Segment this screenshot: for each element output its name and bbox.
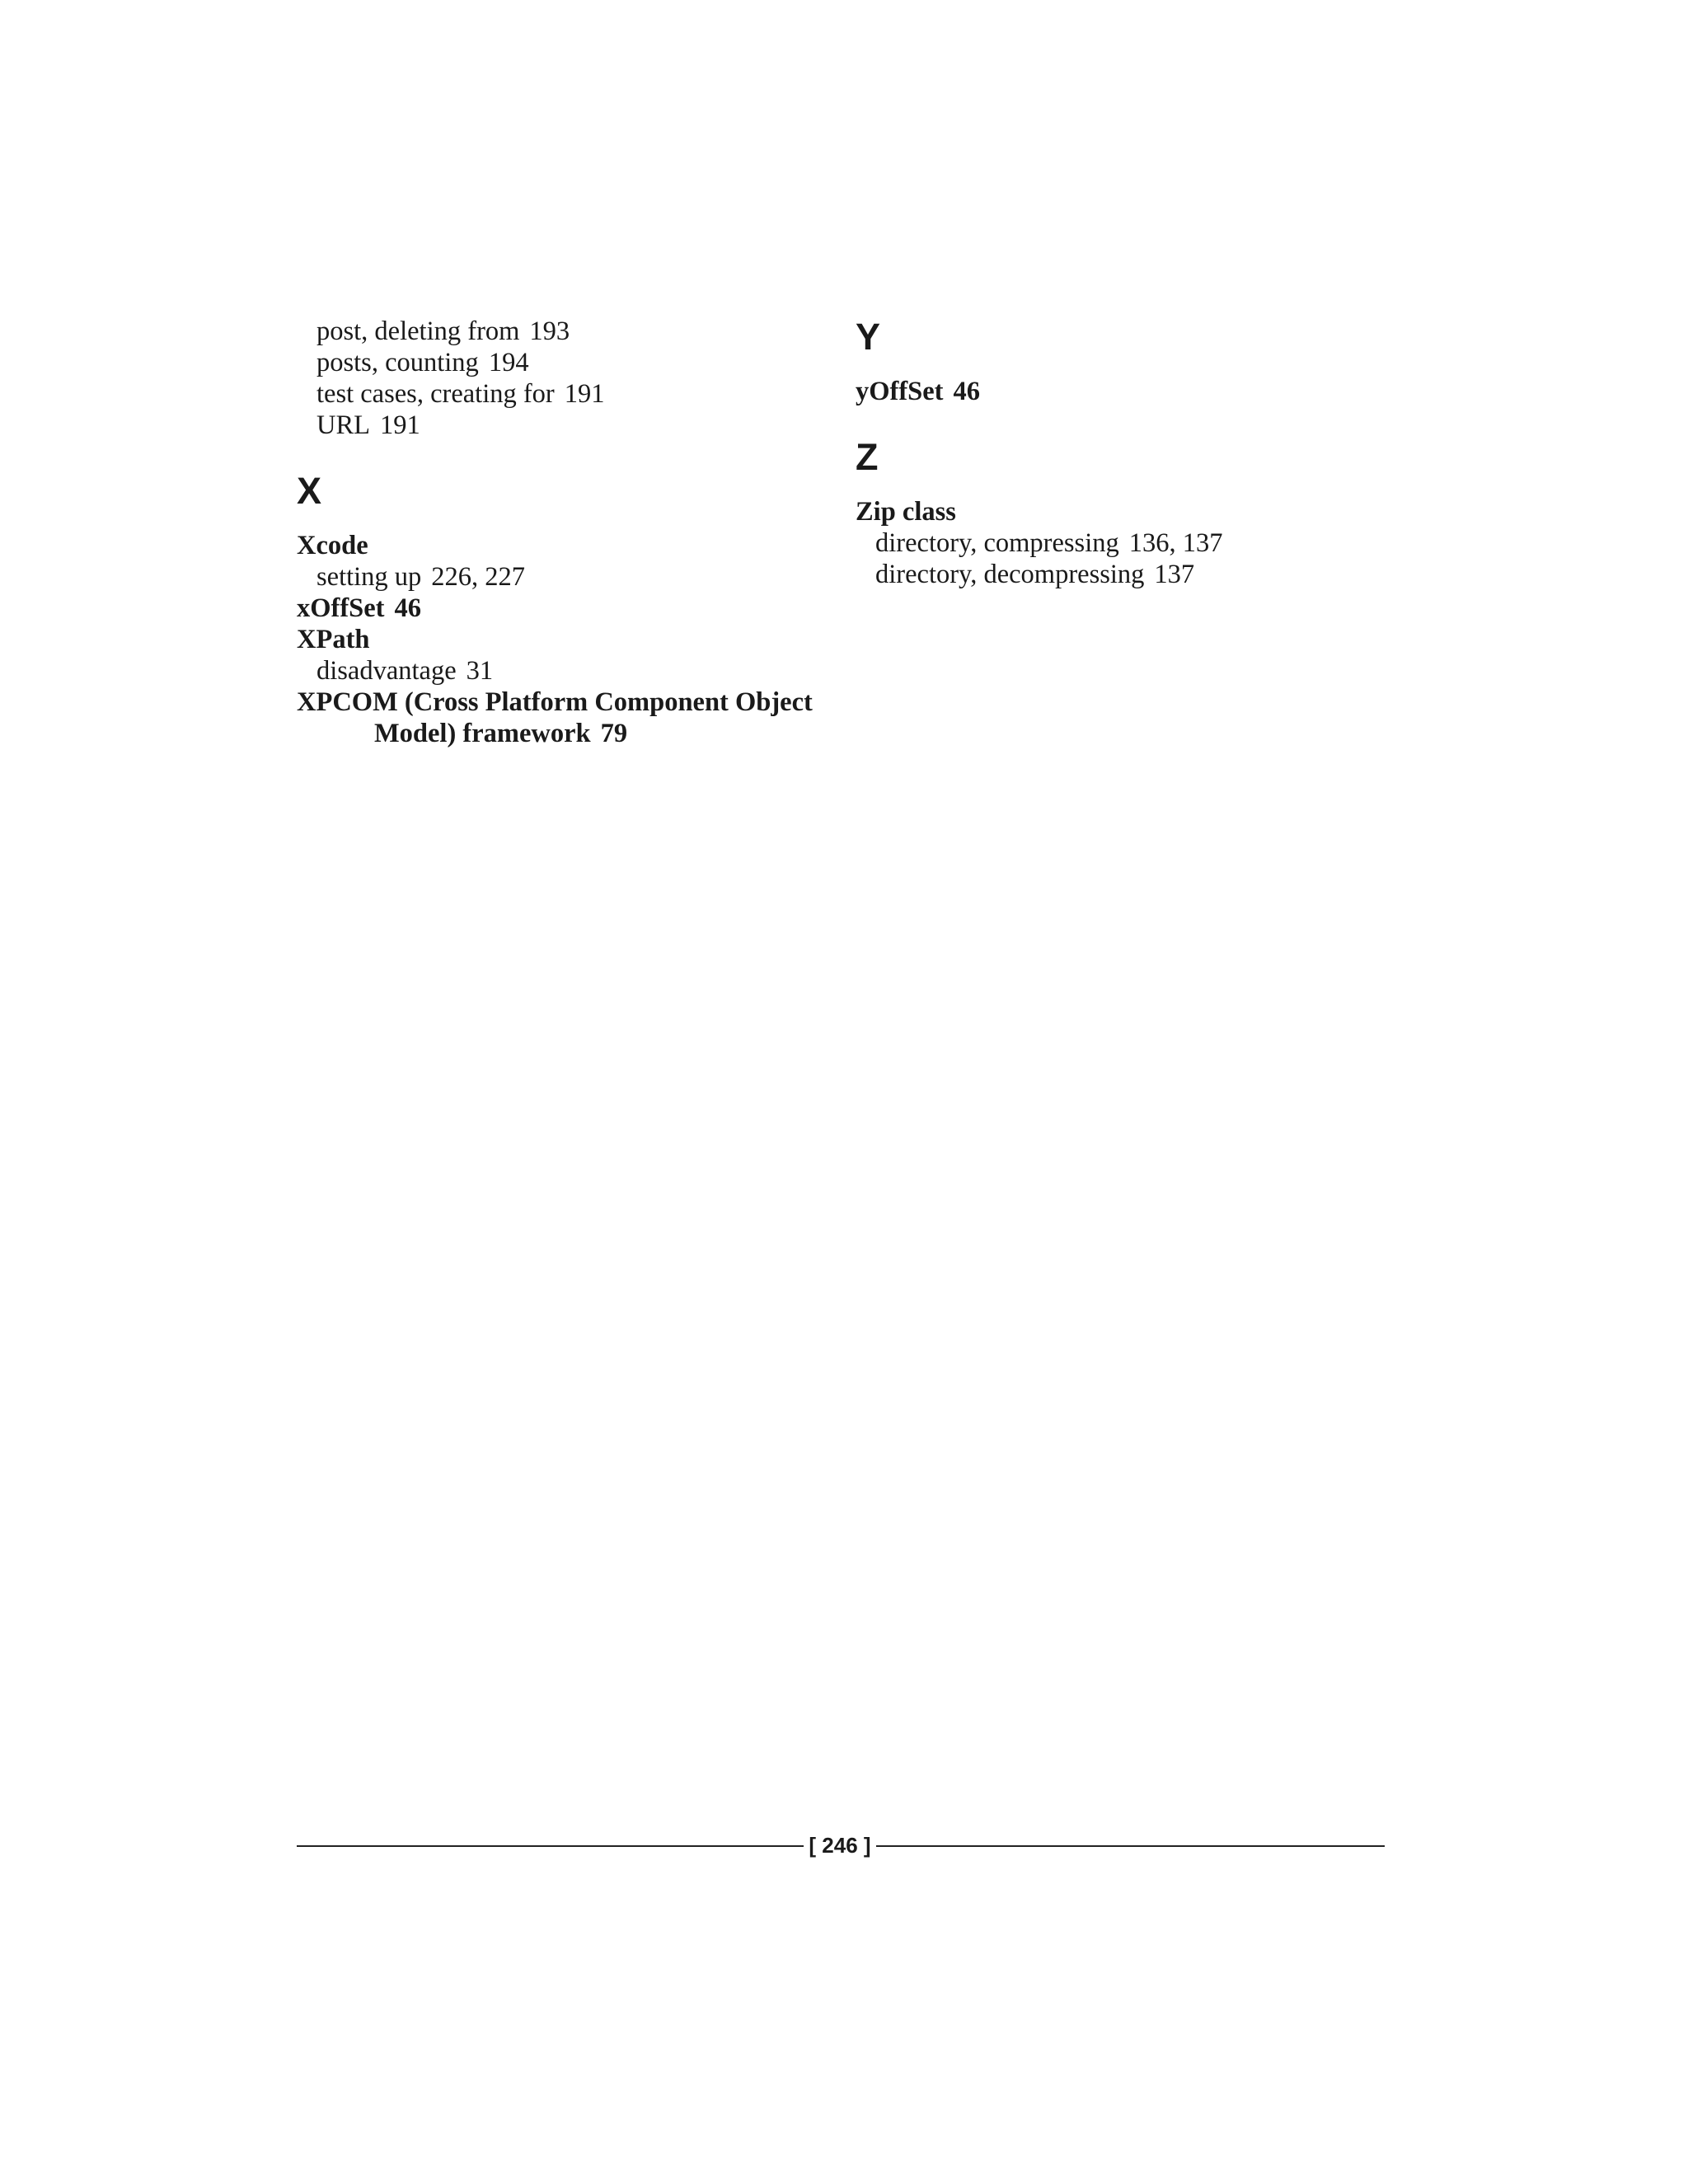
page-number: [ 246 ]	[809, 1833, 871, 1858]
section-letter-y: Y	[856, 316, 881, 358]
index-term: directory, compressing	[875, 528, 1119, 558]
index-term: test cases, creating for	[316, 379, 555, 409]
index-subentry	[856, 559, 1391, 590]
index-term: URL	[316, 410, 370, 440]
page-reference: 79	[600, 719, 628, 748]
page-reference: 191	[380, 410, 420, 440]
index-entry-xoffset	[297, 593, 832, 624]
index-term: posts, counting	[316, 348, 479, 377]
page-reference: 137	[1154, 560, 1195, 589]
index-subentry	[297, 410, 832, 441]
page-reference: 226, 227	[431, 562, 526, 592]
index-subentry	[856, 527, 1391, 559]
index-subentry	[297, 347, 832, 378]
index-term: yOffSet	[856, 377, 944, 406]
section-letter-x: X	[297, 470, 322, 512]
page-reference: 193	[529, 316, 570, 346]
index-entry-xcode: Xcode	[297, 531, 368, 560]
index-subentry	[297, 561, 832, 593]
index-term: xOffSet	[297, 593, 385, 623]
page-reference: 191	[564, 379, 605, 409]
index-term: setting up	[316, 562, 422, 592]
index-column-left	[297, 316, 832, 749]
page-reference: 31	[466, 656, 494, 686]
index-entry-xpcom-continued	[297, 718, 832, 749]
page-reference: 194	[488, 348, 529, 377]
index-subentry	[297, 316, 832, 347]
page-footer	[297, 1831, 1385, 1859]
footer-rule-left	[297, 1845, 804, 1847]
page-reference: 136, 137	[1128, 528, 1223, 558]
index-term: post, deleting from	[316, 316, 520, 346]
index-term: disadvantage	[316, 656, 457, 686]
section-letter-z: Z	[856, 436, 879, 478]
index-term: Model) framework	[374, 719, 591, 748]
index-subentry	[297, 655, 832, 687]
index-entry-xpath: XPath	[297, 625, 370, 654]
page-reference: 46	[394, 593, 421, 623]
index-term: directory, decompressing	[875, 560, 1145, 589]
index-column-right	[856, 316, 1391, 590]
page-reference: 46	[953, 377, 980, 406]
index-entry-yoffset	[856, 376, 1391, 407]
index-entry-xpcom: XPCOM (Cross Platform Component Object	[297, 687, 813, 717]
footer-rule-right	[876, 1845, 1385, 1847]
index-entry-zip-class: Zip class	[856, 497, 956, 527]
index-subentry	[297, 378, 832, 410]
